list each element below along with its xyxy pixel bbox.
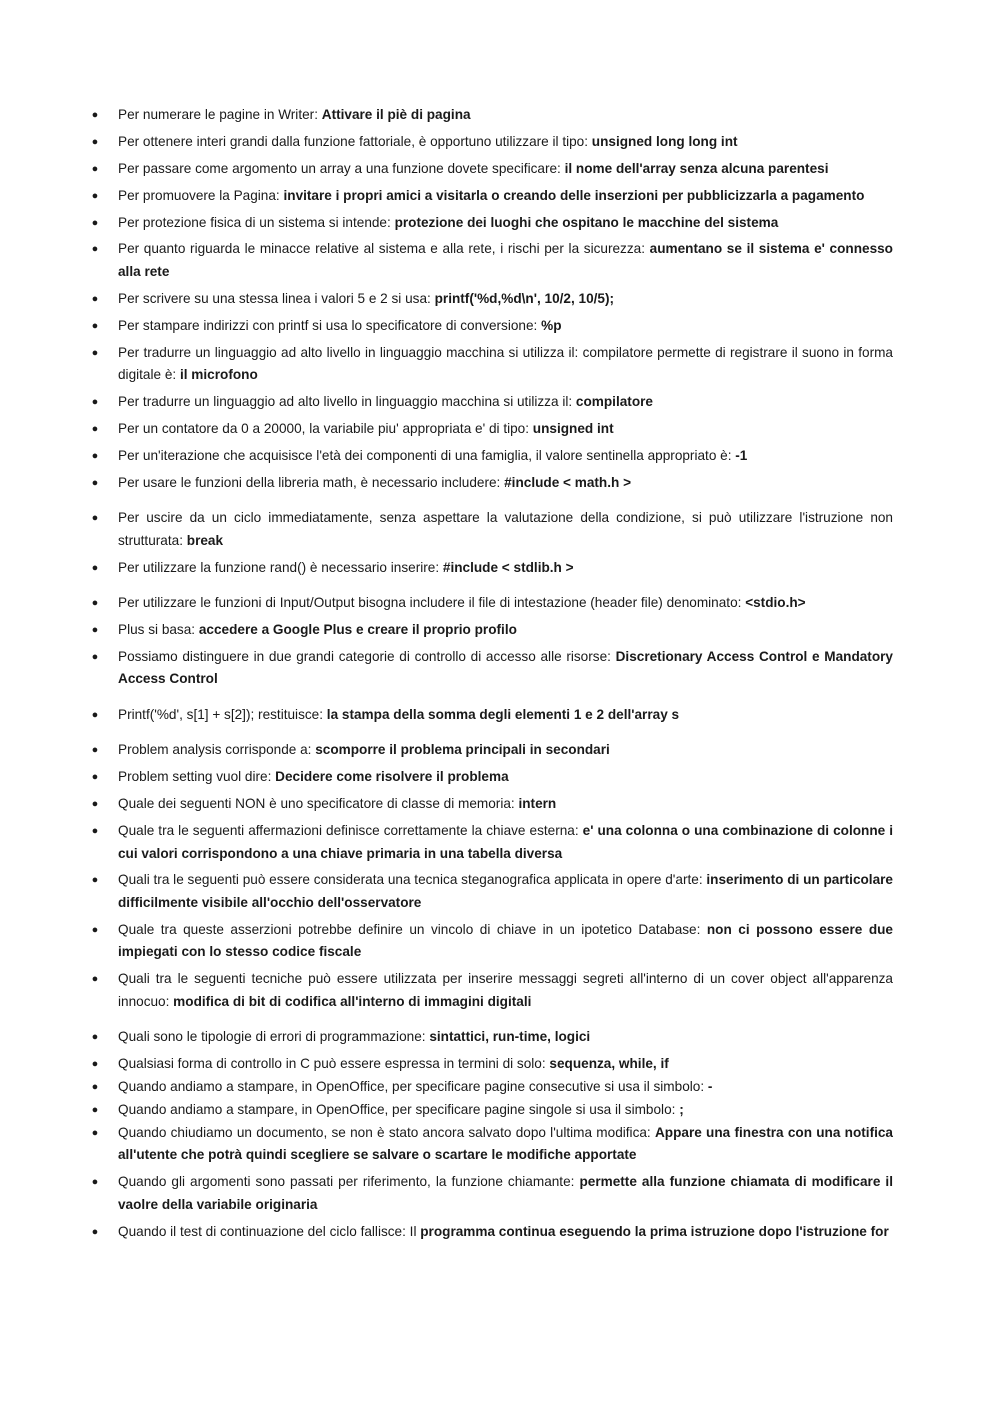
answer-text: unsigned long long int [591,133,738,149]
answer-text: intern [518,796,557,812]
question-text: Per numerare le pagine in Writer: [118,107,322,122]
question-text: Per stampare indirizzi con printf si usa lo specificatore di conversione: [118,317,542,333]
answer-text: il nome dell'array senza alcuna parentesi [564,160,829,176]
answer-text: unsigned int [532,420,614,436]
list-item [91,1026,893,1049]
list-item [91,212,893,235]
question-text: Per tradurre un linguaggio ad alto livello in linguaggio macchina si utilizza il: compilatore permette di registrare il suono in forma digitale è: [118,344,893,383]
answer-text: e' una colonna o una combinazione di colonne i cui valori corrispondono a una chiave primaria in una tabella diversa [118,823,893,861]
list-item [91,557,893,580]
question-text: Possiamo distinguere in due grandi categorie di controllo di accesso alle risorse: [118,648,616,664]
answer-text: invitare i propri amici a visitarla o creando delle inserzioni per pubblicizzarla a pagamento [283,187,865,203]
answer-text: sintattici, run-time, logici [429,1029,591,1045]
list-item [91,342,893,387]
list-item [91,1099,893,1122]
answer-text: protezione dei luoghi che ospitano le macchine del sistema [394,214,779,230]
list-item [91,391,893,414]
list-item [91,131,893,154]
bullet-icon: ● [91,650,99,663]
answer-text: Attivare il piè di pagina [321,107,471,122]
bullet-icon: ● [91,923,99,936]
list-item [91,592,893,615]
list-item [91,646,893,691]
question-text: Quando il test di continuazione del ciclo fallisce: Il [118,1223,421,1239]
list-item [91,445,893,468]
bullet-icon: ● [91,623,99,636]
list-item [91,104,893,127]
bullet-icon: ● [91,189,99,202]
answer-text: Appare una finestra con una notifica all'utente che potrà quindi scegliere se salvare o scartare le modifiche apportate [118,1124,893,1163]
bullet-icon: ● [91,422,99,435]
bullet-icon: ● [91,1103,99,1116]
bullet-icon: ● [91,109,99,121]
list-item [91,619,893,642]
answer-text: #include < stdlib.h > [442,559,574,575]
bullet-icon: ● [91,1176,99,1189]
list-item [91,793,893,816]
question-text: Qualsiasi forma di controllo in C può essere espressa in termini di solo: [118,1056,550,1072]
question-text: Quando andiamo a stampare, in OpenOffice, per specificare pagine consecutive si usa il simbolo: [118,1078,708,1094]
bullet-icon: ● [91,512,99,525]
list-item [91,968,893,1013]
question-text: Per ottenere interi grandi dalla funzione fattoriale, è opportuno utilizzare il tipo: [118,133,592,149]
list-item [91,238,893,283]
bullet-icon: ● [91,449,99,462]
answer-text: scomporre il problema principali in secondari [315,742,610,758]
bullet-icon: ● [91,798,99,811]
list-item [91,704,893,727]
bullet-icon: ● [91,346,99,359]
list-item [91,1076,893,1099]
bullet-icon: ● [91,476,99,489]
answer-text: -1 [735,447,748,463]
list-item [91,472,893,495]
question-text: Problem setting vuol dire: [118,769,276,785]
bullet-icon: ● [91,1058,99,1071]
bullet-icon: ● [91,135,99,148]
answer-text: non ci possono essere due impiegati con lo stesso codice fiscale [118,921,893,960]
question-text: Per quanto riguarda le minacce relative al sistema e alla rete, i rischi per la sicurezza: [118,241,650,257]
question-text: Quale tra le seguenti affermazioni definisce correttamente la chiave esterna: [118,823,583,839]
bullet-icon: ● [91,874,99,887]
answer-text: il microfono [179,367,258,383]
list-item [91,1221,893,1244]
answer-text: Decidere come risolvere il problema [275,769,509,785]
answer-text: break [186,532,224,548]
question-text: Quale dei seguenti NON è uno specificatore di classe di memoria: [118,796,519,812]
bullet-icon: ● [91,216,99,229]
question-answer-list [91,104,893,1247]
question-text: Quando chiudiamo un documento, se non è stato ancora salvato dopo l'ultima modifica: [118,1124,655,1140]
list-item [91,418,893,441]
list-item [91,919,893,964]
answer-text: programma continua eseguendo la prima istruzione dopo l'istruzione for [420,1223,889,1239]
question-text: Per promuovere la Pagina: [118,187,284,203]
answer-text: <stdio.h> [745,595,806,611]
question-text: Plus si basa: [118,621,199,637]
answer-text: inserimento di un particolare difficilmente visibile all'occhio dell'osservatore [118,872,893,910]
bullet-icon: ● [91,771,99,784]
question-text: Quali tra le seguenti tecniche può essere utilizzata per inserire messaggi segreti all'interno di un cover object all'apparenza innocuo: [118,971,893,1009]
bullet-icon: ● [91,1031,99,1044]
bullet-icon: ● [91,744,99,757]
question-text: Per uscire da un ciclo immediatamente, senza aspettare la valutazione della condizione, si può utilizzare l'istruzione non strutturata: [118,510,893,548]
answer-text: - [707,1078,713,1094]
list-item [91,820,893,865]
list-item [91,1122,893,1167]
answer-text: la stampa della somma degli elementi 1 e 2 dell'array s [326,706,680,722]
question-text: Printf('%d', s[1] + s[2]); restituisce: [118,706,327,722]
question-text: Per utilizzare la funzione rand() è necessario inserire: [118,559,443,575]
answer-text: #include < math.h > [504,474,632,490]
bullet-icon: ● [91,1126,99,1139]
question-text: Quali sono le tipologie di errori di programmazione: [118,1029,430,1045]
answer-text: Discretionary Access Control e Mandatory Access Control [118,648,893,687]
bullet-icon: ● [91,319,99,332]
question-text: Per un'iterazione che acquisisce l'età dei componenti di una famiglia, il valore sentinella appropriato è: [118,447,736,463]
list-item [91,869,893,914]
bullet-icon: ● [91,561,99,574]
question-text: Per utilizzare le funzioni di Input/Output bisogna includere il file di intestazione (header file) denominato: [118,595,746,611]
answer-text: compilatore [575,394,653,410]
question-text: Per scrivere su una stessa linea i valori 5 e 2 si usa: [118,290,435,306]
question-text: Quale tra queste asserzioni potrebbe definire un vincolo di chiave in un ipotetico Database: [118,921,707,937]
list-item [91,315,893,338]
bullet-icon: ● [91,243,99,256]
question-text: Per usare le funzioni della libreria math, è necessario includere: [118,474,505,490]
answer-text: accedere a Google Plus e creare il proprio profilo [198,621,517,637]
answer-text: aumentano se il sistema e' connesso alla rete [118,241,893,279]
list-item [91,739,893,762]
question-text: Quali tra le seguenti può essere considerata una tecnica steganografica applicata in opere d'arte: [118,872,707,888]
list-item [91,1053,893,1076]
answer-text: printf('%d,%d\n', 10/2, 10/5); [434,290,615,306]
question-text: Per protezione fisica di un sistema si intende: [118,214,395,230]
list-item [91,158,893,181]
question-text: Problem analysis corrisponde a: [118,742,316,758]
question-text: Per passare come argomento un array a una funzione dovete specificare: [118,160,565,176]
bullet-icon: ● [91,708,99,721]
question-text: Per tradurre un linguaggio ad alto livello in linguaggio macchina si utilizza il: [118,394,576,410]
question-text: Quando andiamo a stampare, in OpenOffice, per specificare pagine singole si usa il simbolo: [118,1101,680,1117]
bullet-icon: ● [91,292,99,305]
bullet-icon: ● [91,1225,99,1238]
list-item [91,185,893,208]
list-item [91,766,893,789]
list-item [91,507,893,552]
answer-text: modifica di bit di codifica all'interno di immagini digitali [173,993,532,1009]
bullet-icon: ● [91,973,99,986]
answer-text: sequenza, while, if [549,1056,669,1072]
bullet-icon: ● [91,1080,99,1093]
bullet-icon: ● [91,162,99,175]
answer-text: %p [541,317,562,333]
question-text: Quando gli argomenti sono passati per riferimento, la funzione chiamante: [118,1174,580,1190]
bullet-icon: ● [91,825,99,838]
bullet-icon: ● [91,396,99,409]
answer-text: permette alla funzione chiamata di modificare il vaolre della variabile originaria [118,1174,893,1212]
bullet-icon: ● [91,597,99,610]
answer-text: ; [679,1101,684,1117]
question-text: Per un contatore da 0 a 20000, la variabile piu' appropriata e' di tipo: [118,420,533,436]
list-item [91,288,893,311]
list-item [91,1171,893,1216]
